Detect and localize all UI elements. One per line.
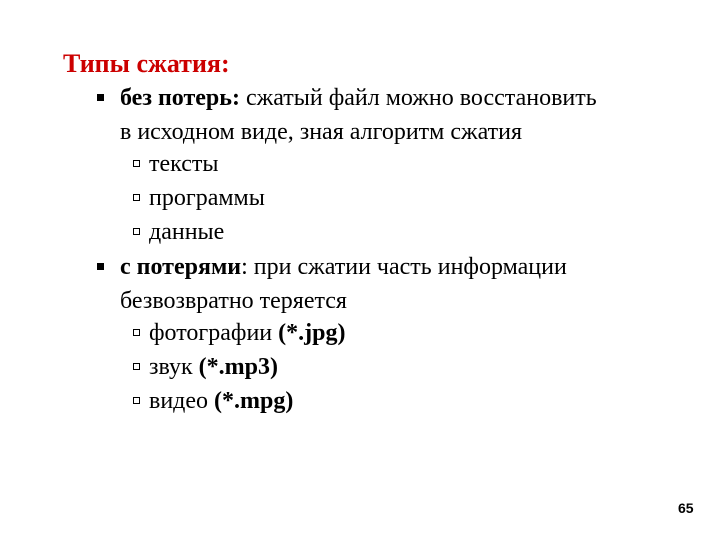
sub-bullet-icon — [133, 160, 140, 167]
bullet-square-icon — [97, 94, 104, 101]
bullet-square-icon — [97, 263, 104, 270]
sub-bullet-icon — [133, 228, 140, 235]
sub-bullet-icon — [133, 363, 140, 370]
slide-title: Типы сжатия: — [63, 49, 230, 78]
sub-bullet-icon — [133, 194, 140, 201]
subitem-photos-text: фотографии — [149, 320, 279, 346]
subitem-texts: тексты — [149, 151, 219, 177]
subitem-sound-text: звук — [149, 354, 199, 380]
subitem-video-text: видео — [149, 388, 215, 414]
item-lossy-line1 — [120, 251, 567, 283]
subitem-photos-ext: (*.jpg) — [278, 320, 346, 346]
sub-bullet-icon — [133, 329, 140, 336]
item-lossy-line2: безвозвратно теряется — [120, 288, 347, 314]
subitem-photos — [149, 317, 345, 349]
subitem-programs: программы — [149, 185, 265, 211]
item-lossless-line1 — [120, 82, 597, 114]
item-lossless-label: без потерь: — [120, 85, 240, 111]
subitem-sound-ext: (*.mp3) — [198, 354, 278, 380]
item-lossy-label: с потерями — [120, 254, 242, 280]
item-lossless-line2: в исходном виде, зная алгоритм сжатия — [120, 119, 522, 145]
subitem-data: данные — [149, 219, 225, 245]
subitem-video — [149, 385, 293, 417]
item-lossless-text: сжатый файл можно восстановить — [239, 85, 597, 111]
sub-bullet-icon — [133, 397, 140, 404]
subitem-video-ext: (*.mpg) — [214, 388, 294, 414]
item-lossy-text: : при сжатии часть информации — [241, 254, 567, 280]
page-number: 65 — [678, 500, 694, 516]
subitem-sound — [149, 351, 278, 383]
